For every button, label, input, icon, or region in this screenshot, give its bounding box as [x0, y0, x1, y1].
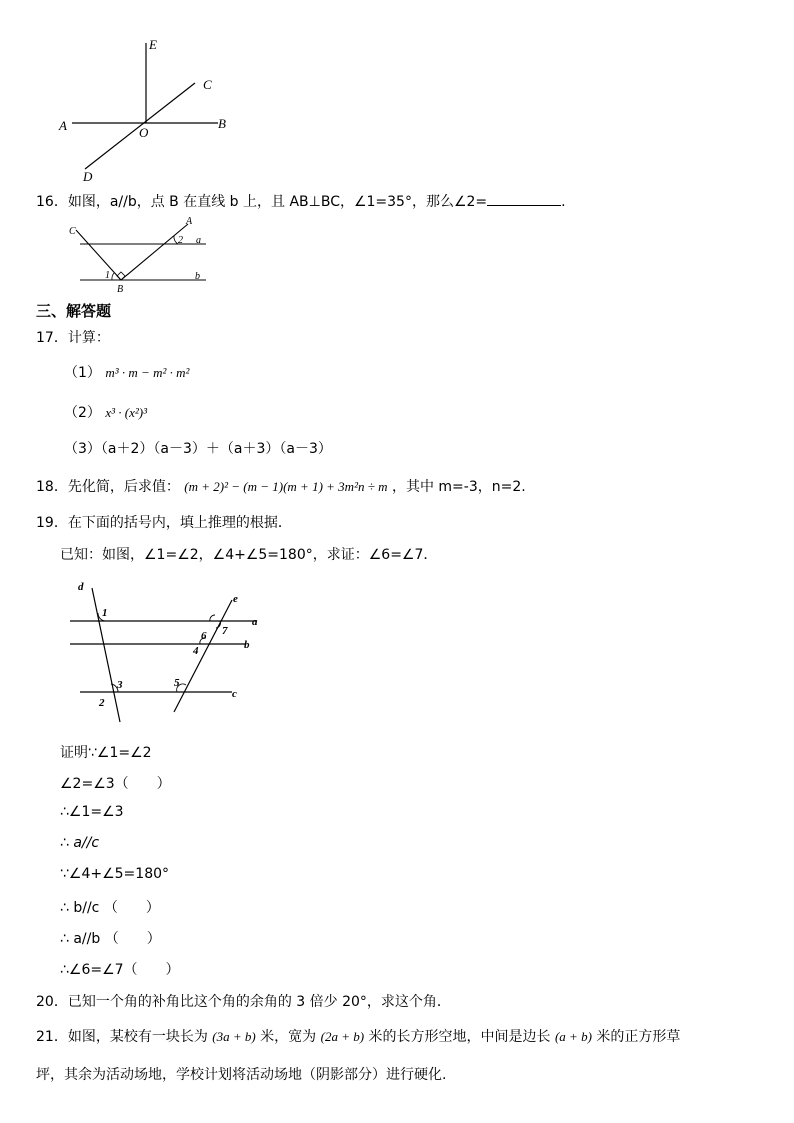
part-label: （1） [64, 365, 101, 381]
part-label: （2） [64, 405, 101, 421]
figure-q16 [64, 212, 214, 294]
section-heading: 三、解答题 [36, 302, 112, 320]
q17-part-2 [64, 402, 147, 422]
label-2: 2 [99, 697, 105, 709]
expression: x³ · (x²)³ [105, 405, 148, 420]
q21-text-d: 米的正方形草 [596, 1029, 681, 1045]
expression: m³ · m − m² · m² [105, 365, 190, 380]
proof-line: ∴ a//c [60, 835, 100, 851]
q18-expression: (m + 2)² − (m − 1)(m + 1) + 3m²n ÷ m [184, 479, 388, 494]
label-line-a: a [196, 235, 201, 246]
label-4: 4 [193, 645, 199, 657]
q21-text-c: 米的长方形空地，中间是边长 [368, 1029, 551, 1045]
proof-line: 证明∵∠1=∠2 [60, 745, 152, 761]
label-b: B [218, 116, 226, 131]
q17-part-3: （3）（a＋2）（a－3）＋（a＋3）（a－3） [64, 441, 332, 457]
label-c: C [203, 77, 212, 92]
question-21-line-2: 坪，其余为活动场地，学校计划将活动场地（阴影部分）进行硬化. [36, 1067, 447, 1083]
label-1: 1 [102, 607, 108, 619]
question-17-title: 17．计算： [36, 330, 110, 346]
label-3: 3 [117, 679, 123, 691]
q16-text: 16．如图，a//b，点 B 在直线 b 上，且 AB⊥BC，∠1=35°，那么∠2= [36, 194, 488, 210]
label-b: B [117, 284, 124, 294]
angle-6-arc [210, 615, 215, 621]
label-c: C [69, 226, 76, 237]
q21-text-b: 米，宽为 [260, 1029, 317, 1045]
label-6: 6 [201, 630, 207, 642]
label-2: 2 [178, 235, 183, 246]
label-e: E [149, 37, 157, 52]
label-a: A [186, 216, 193, 227]
label-1: 1 [105, 270, 110, 281]
proof-line: ∴∠6=∠7（ ） [60, 962, 180, 978]
label-c: c [232, 688, 237, 700]
label-d: D [83, 169, 93, 184]
q21-text-a: 21．如图，某校有一块长为 [36, 1029, 208, 1045]
q16-end: . [561, 194, 566, 210]
label-5: 5 [174, 677, 180, 689]
answer-blank [487, 193, 561, 206]
proof-line: ∵∠4+∠5=180° [60, 866, 170, 882]
label-a: A [59, 118, 67, 133]
label-e: e [233, 593, 238, 605]
proof-line: ∴ b//c （ ） [60, 900, 160, 916]
label-a: a [252, 616, 258, 628]
figure-q19 [60, 578, 270, 728]
question-16 [36, 191, 566, 211]
q19-given: 已知：如图，∠1=∠2，∠4+∠5=180°，求证：∠6=∠7． [60, 547, 438, 563]
line-e [174, 600, 232, 712]
question-18 [36, 476, 526, 496]
label-o: O [139, 125, 149, 140]
label-b: b [244, 639, 250, 651]
q21-length: (3a + b) [212, 1029, 256, 1044]
figure-q15 [50, 35, 250, 185]
right-angle-mark [117, 272, 125, 280]
q21-width: (2a + b) [320, 1029, 365, 1044]
angle-7-arc [216, 621, 220, 628]
question-19-title: 19．在下面的括号内，填上推理的根据． [36, 515, 292, 531]
q17-part-1 [64, 362, 189, 382]
q18-suffix: ，其中 m=-3，n=2. [391, 479, 526, 495]
question-21-line-1 [36, 1026, 680, 1046]
label-7: 7 [222, 625, 228, 637]
q21-side: (a + b) [554, 1029, 592, 1044]
angle-1-arc [112, 273, 114, 280]
segment-bc [76, 230, 121, 280]
label-d: d [78, 581, 84, 593]
label-line-b: b [195, 271, 200, 282]
segment-ab [121, 224, 188, 280]
proof-line: ∴ a//b （ ） [60, 931, 161, 947]
question-20: 20．已知一个角的补角比这个角的余角的 3 倍少 20°，求这个角． [36, 994, 451, 1010]
proof-line: ∠2=∠3（ ） [60, 776, 171, 792]
q18-prefix: 18．先化简，后求值： [36, 479, 180, 495]
proof-line: ∴∠1=∠3 [60, 804, 124, 820]
